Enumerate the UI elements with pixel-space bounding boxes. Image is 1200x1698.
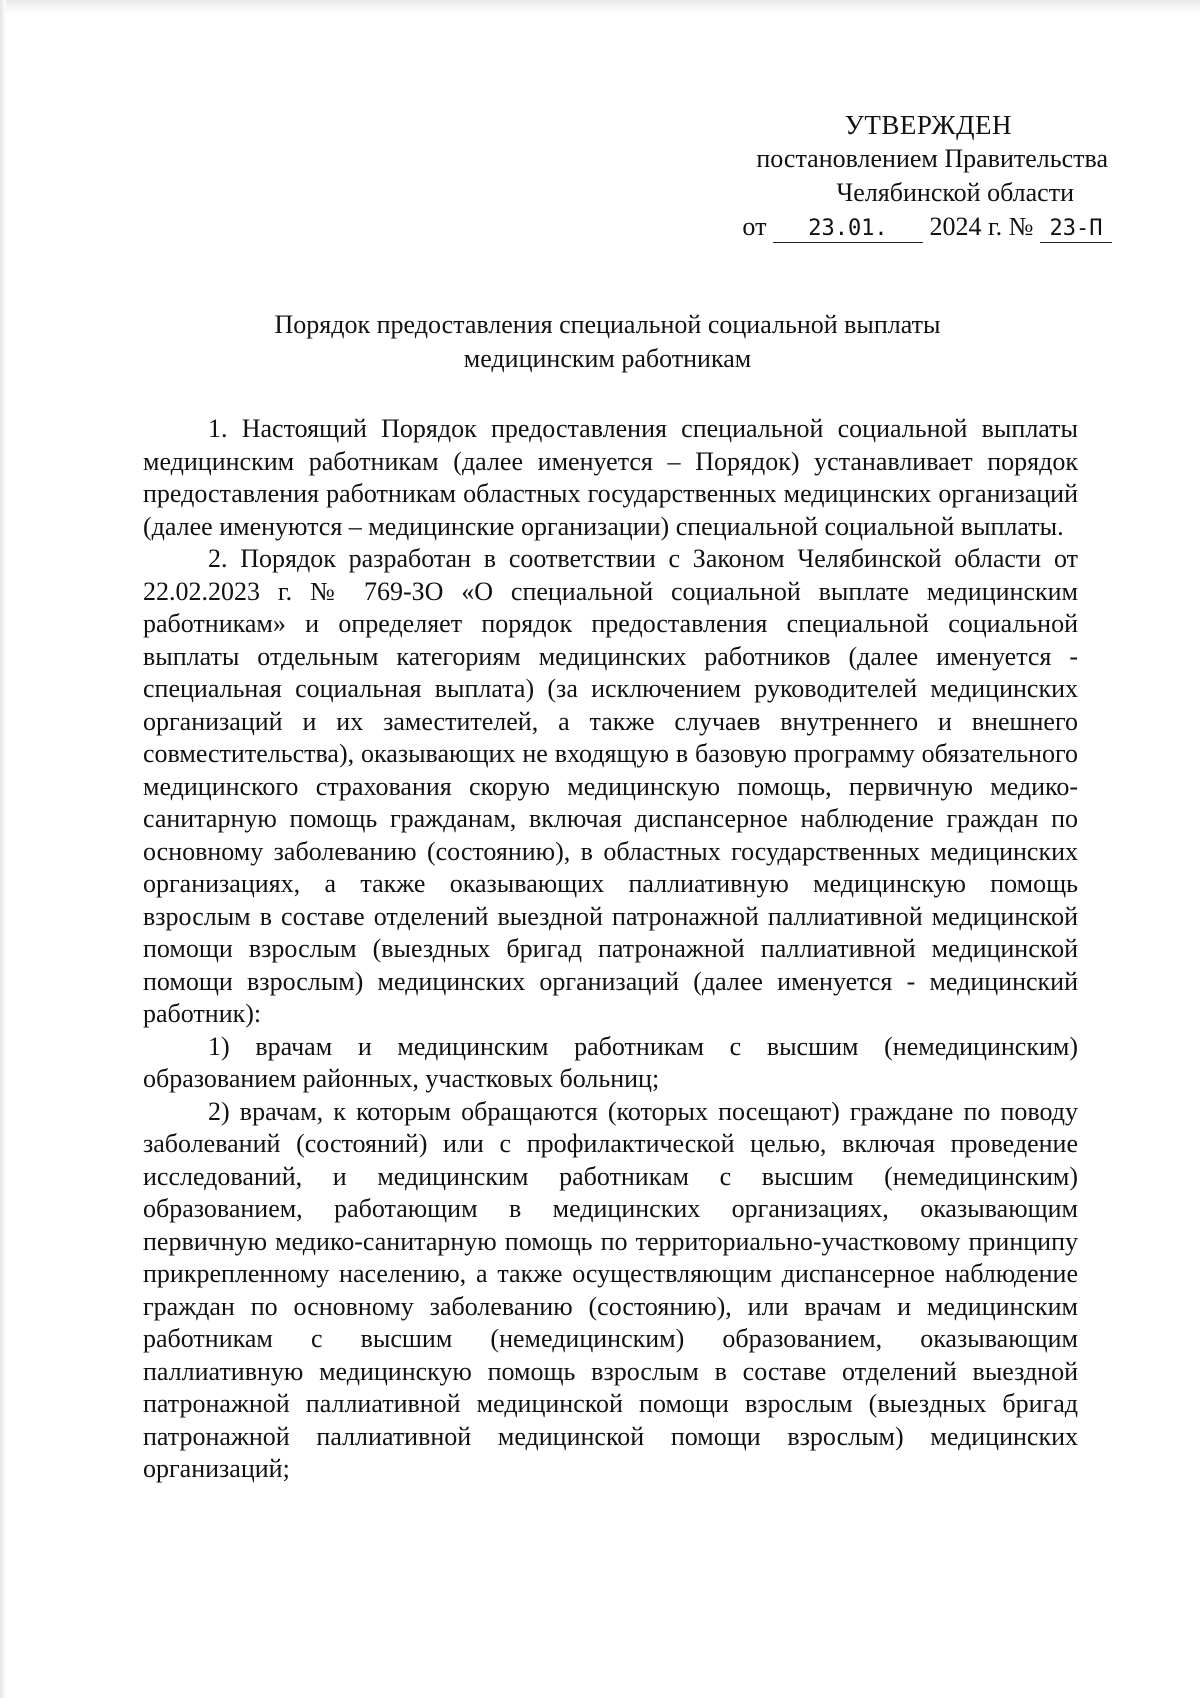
paragraph-4: 2) врачам, к которым обращаются (которых посещают) граждане по поводу заболеваний (состояний) или с профилактической целью, включая проведение исследований, и медицинским работникам с высшим (немедицинским) образованием, работающим в медицинских организациях, оказывающим первичную медико-санитарную помощь по территориально-участковому принципу прикрепленному населению, а также осуществляющим диспансерное наблюдение граждан по основному заболеванию (состоянию), или врачам и медицинским работникам с высшим (немедицинским) образованием, оказывающим паллиативную медицинскую помощь взрослым в составе отделений выездной патронажной паллиативной медицинской помощи взрослым (выездных бригад патронажной паллиативной медицинской помощи взрослым) медицинских организаций; [143, 1096, 1078, 1483]
paragraph-2: 2. Порядок разработан в соответствии с Законом Челябинской области от 22.02.2023 г. № 769-ЗО «О специальной социальной выплате медицинским работникам» и определяет порядок предоставления специальной социальной выплаты отдельным категориям медицинских работников (далее именуется - специальная социальная выплата) (за исключением руководителей медицинских организаций и их заместителей, а также случаев внутреннего и внешнего совместительства), оказывающих не входящую в базовую программу обязательного медицинского страхования скорую медицинскую помощь, первичную медико-санитарную помощь гражданам, включая диспансерное наблюдение граждан по основному заболеванию (состоянию), в областных государственных медицинских организациях, а также оказывающих паллиативную медицинскую помощь взрослым в составе отделений выездной патронажной паллиативной медицинской помощи взрослым (выездных бригад патронажной паллиативной медицинской помощи взрослым) медицинских организаций (далее именуется - медицинский работник): [143, 544, 1078, 1028]
year-text: 2024 г. № [929, 212, 1034, 241]
document-body [143, 413, 1078, 1486]
document-title-line-1: Порядок предоставления специальной социальной выплаты [274, 310, 941, 339]
number-field: 23-П [1040, 216, 1112, 243]
approval-title: УТВЕРЖДЕН [844, 110, 1012, 140]
paragraph-3: 1) врачам и медицинским работникам с высшим (немедицинским) образованием районных, участковых больниц; [143, 1031, 1078, 1093]
document-title [140, 308, 1075, 376]
date-field: 23.01. [773, 216, 923, 243]
scan-left-edge [0, 0, 6, 1698]
date-prefix: от [742, 212, 767, 241]
document-title-line-2: медицинским работникам [463, 344, 752, 373]
scan-top-edge [0, 0, 1200, 14]
approval-line-2: Челябинской области [836, 178, 1074, 207]
approval-date-line [712, 210, 1112, 244]
approval-line-1: постановлением Правительства [756, 144, 1108, 173]
approval-stamp-block [712, 108, 1112, 244]
paragraph-1: 1. Настоящий Порядок предоставления специальной социальной выплаты медицинским работникам (далее именуется – Порядок) устанавливает порядок предоставления работникам областных государственных медицинских организаций (далее именуются – медицинские организации) специальной социальной выплаты. [143, 414, 1078, 541]
